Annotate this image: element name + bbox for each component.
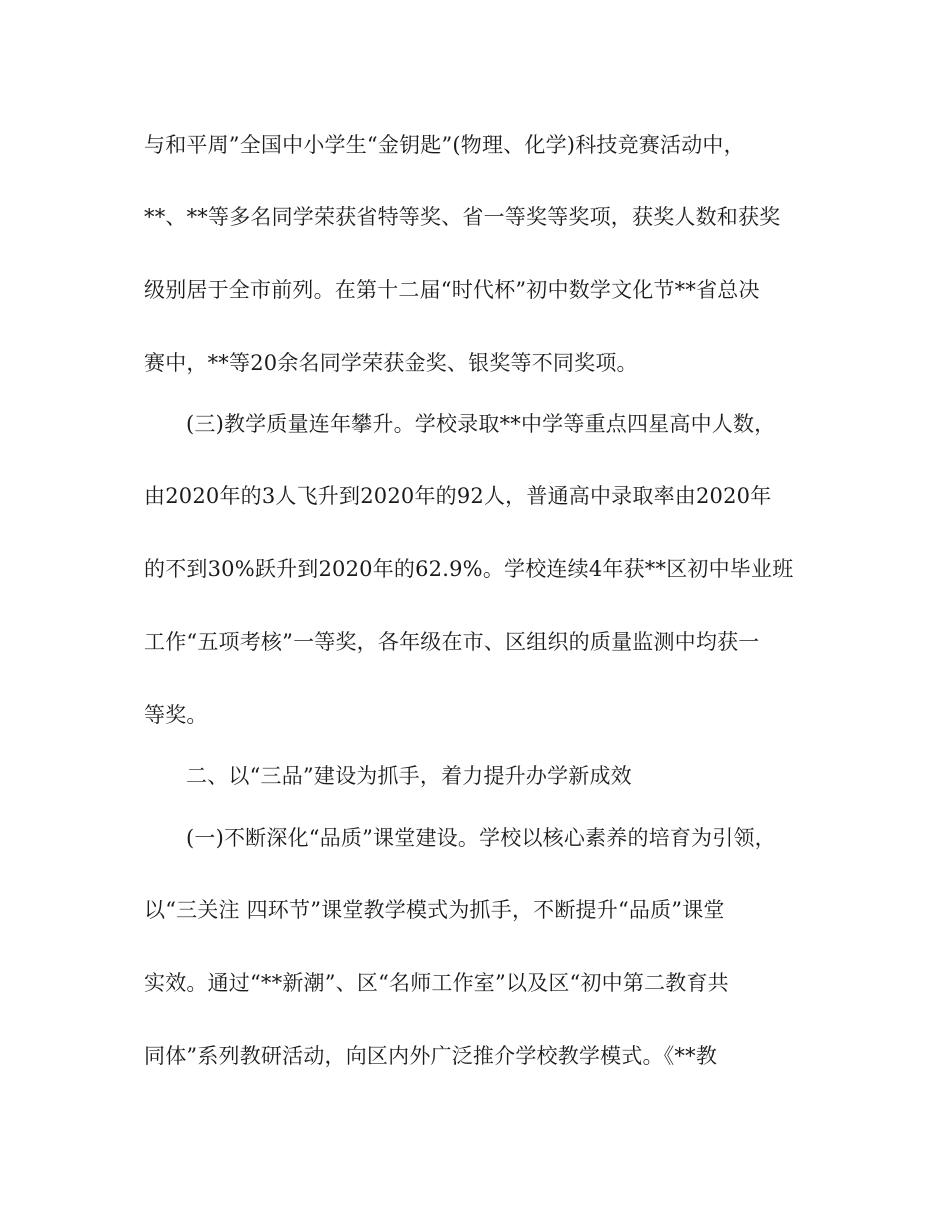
text-line: 以“三关注 四环节”课堂教学模式为抓手，不断提升“品质”课堂 bbox=[144, 898, 725, 922]
text-line: 工作“五项考核”一等奖，各年级在市、区组织的质量监测中均获一 bbox=[144, 630, 760, 654]
paragraph-start-line: (一)不断深化“品质”课堂建设。学校以核心素养的培育为引领， bbox=[186, 826, 776, 850]
paragraph-start-line: (三)教学质量连年攀升。学校录取**中学等重点四星高中人数， bbox=[186, 412, 776, 436]
text-line: 的不到30%跃升到2020年的62.9%。学校连续4年获**区初中毕业班 bbox=[144, 557, 794, 581]
text-line: **、**等多名同学荣获省特等奖、省一等奖等奖项，获奖人数和获奖 bbox=[144, 205, 781, 229]
text-line: 实效。通过“**新潮”、区“名师工作室”以及区“初中第二教育共 bbox=[144, 971, 729, 995]
text-line: 等奖。 bbox=[144, 703, 208, 727]
text-line: 级别居于全市前列。在第十二届“时代杯”初中数学文化节**省总决 bbox=[144, 278, 760, 302]
text-line: 由2020年的3人飞升到2020年的92人，普通高中录取率由2020年 bbox=[144, 484, 772, 508]
text-line: 同体”系列教研活动，向区内外广泛推介学校教学模式。《**教 bbox=[144, 1044, 718, 1068]
section-heading: 二、以“三品”建设为抓手，着力提升办学新成效 bbox=[186, 764, 632, 788]
text-line: 与和平周”全国中小学生“金钥匙”(物理、化学)科技竞赛活动中， bbox=[144, 133, 745, 157]
text-line: 赛中，**等20余名同学荣获金奖、银奖等不同奖项。 bbox=[144, 351, 638, 375]
